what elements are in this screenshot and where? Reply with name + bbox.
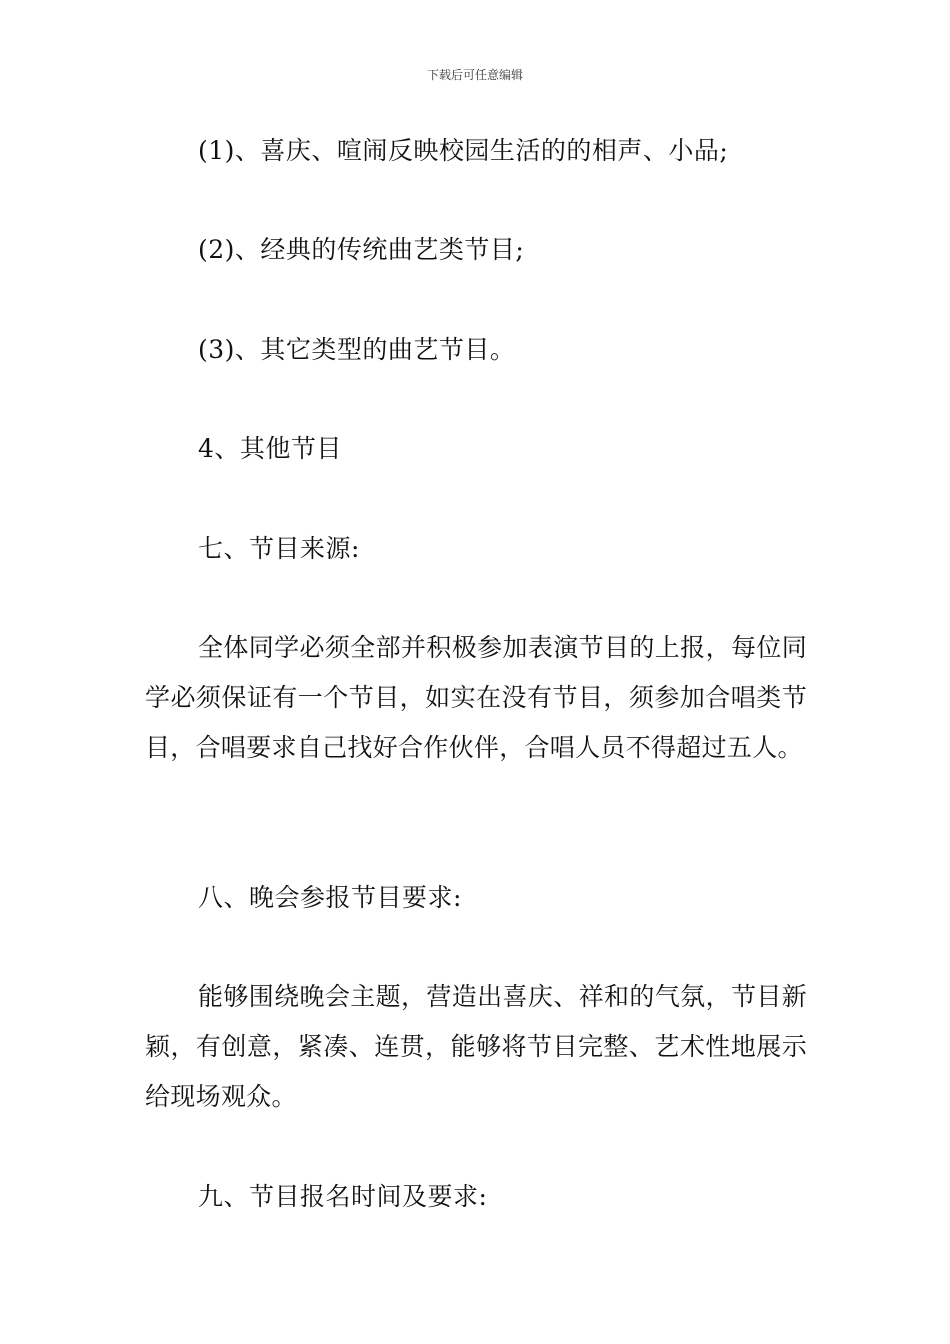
section-9-heading: 九、节目报名时间及要求: [198, 1182, 488, 1211]
section-7-heading: 七、节目来源: [198, 534, 360, 563]
section-8-paragraph: 能够围绕晚会主题，营造出喜庆、祥和的气氛，节目新颖，有创意，紧凑、连贯，能够将节目完整、艺术性地展示给现场观众。 [145, 982, 807, 1111]
list-item-3: (3)、其它类型的曲艺节目。 [198, 335, 516, 364]
list-item-2: (2)、经典的传统曲艺类节目; [198, 235, 525, 264]
header-note: 下载后可任意编辑 [426, 68, 523, 82]
section-7-paragraph: 全体同学必须全部并积极参加表演节目的上报，每位同学必须保证有一个节目，如实在没有节目，须参加合唱类节目，合唱要求自己找好合作伙伴，合唱人员不得超过五人。 [145, 633, 807, 762]
section-8-heading: 八、晚会参报节目要求: [198, 883, 462, 912]
list-item-1: (1)、喜庆、喧闹反映校园生活的的相声、小品; [198, 136, 729, 165]
list-item-4: 4、其他节目 [198, 434, 342, 463]
